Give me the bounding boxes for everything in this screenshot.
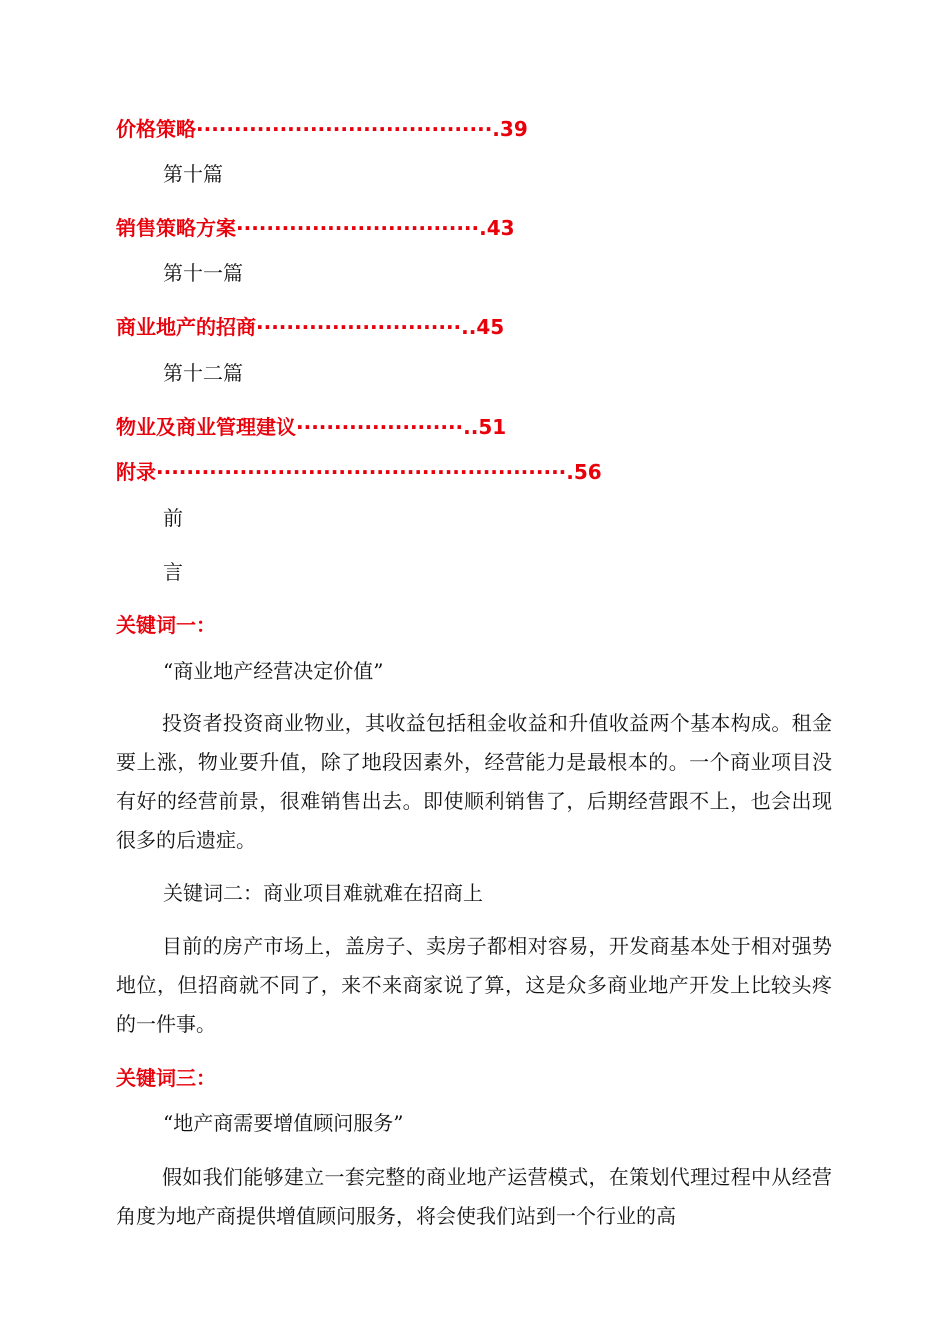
toc-entry-appendix[interactable]: 附录······················································.56	[116, 460, 602, 484]
toc-entry-property-management[interactable]: 物业及商业管理建议······················..51	[116, 415, 507, 439]
chapter-label-11: 第十一篇	[163, 261, 243, 285]
keyword-1-quote: “商业地产经营决定价值”	[163, 659, 384, 683]
chapter-label-10: 第十篇	[163, 162, 223, 186]
toc-entry-pricing-strategy[interactable]: 价格策略·······································.39	[116, 117, 528, 141]
keyword-3-quote: “地产商需要增值顾问服务”	[163, 1111, 404, 1135]
toc-entry-commercial-leasing[interactable]: 商业地产的招商···························..45	[116, 315, 505, 339]
preface-title-part2: 言	[163, 560, 183, 584]
keyword-3-heading: 关键词三：	[116, 1066, 216, 1090]
keyword-3-paragraph: 假如我们能够建立一套完整的商业地产运营模式，在策划代理过程中从经营角度为地产商提供增值顾问服务，将会使我们站到一个行业的高	[116, 1165, 832, 1228]
keyword-2-heading: 关键词二：商业项目难就难在招商上	[163, 881, 483, 905]
preface-title-part1: 前	[163, 506, 183, 530]
keyword-1-paragraph: 投资者投资商业物业，其收益包括租金收益和升值收益两个基本构成。租金要上涨，物业要升值，除了地段因素外，经营能力是最根本的。一个商业项目没有好的经营前景，很难销售出去。即使顺利销售了，后期经营跟不上，也会出现很多的后遗症。	[116, 711, 832, 852]
keyword-1-heading: 关键词一：	[116, 613, 216, 637]
keyword-2-paragraph: 目前的房产市场上，盖房子、卖房子都相对容易，开发商基本处于相对强势地位，但招商就不同了，来不来商家说了算，这是众多商业地产开发上比较头疼的一件事。	[116, 934, 832, 1036]
toc-entry-sales-strategy[interactable]: 销售策略方案································.43	[116, 216, 515, 240]
chapter-label-12: 第十二篇	[163, 361, 243, 385]
